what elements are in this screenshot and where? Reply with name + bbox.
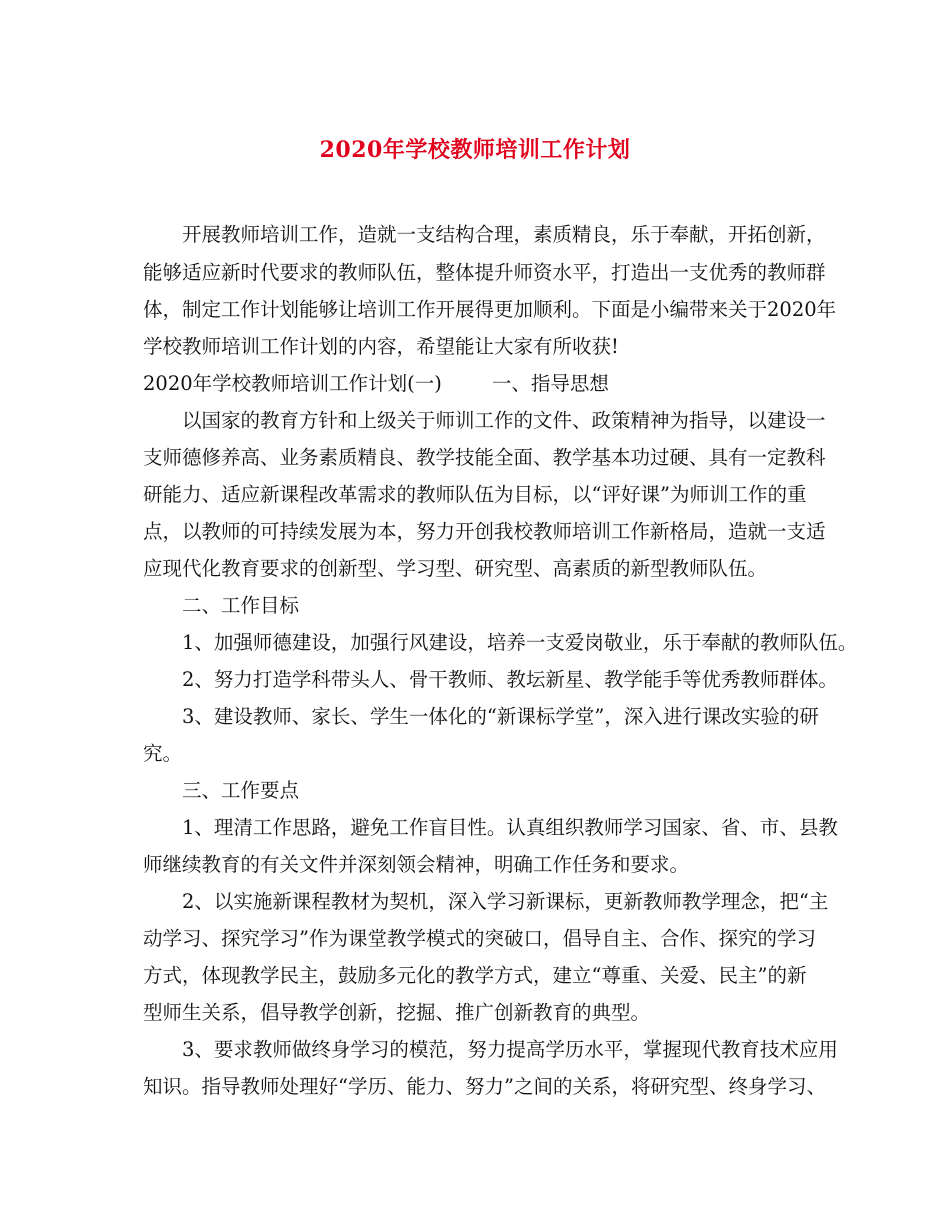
paragraph-line: 能够适应新时代要求的教师队伍，整体提升师资水平，打造出一支优秀的教师群	[143, 261, 826, 284]
paragraph-line: 以国家的教育方针和上级关于师训工作的文件、政策精神为指导，以建设一	[182, 409, 826, 432]
paragraph-line: 开展教师培训工作，造就一支结构合理，素质精良，乐于奉献，开拓创新，	[182, 223, 826, 246]
paragraph-line: 究。	[143, 742, 183, 765]
section-heading: 二、工作目标	[182, 594, 300, 617]
paragraph-line: 动学习、探究学习”作为课堂教学模式的突破口，倡导自主、合作、探究的学习	[143, 927, 816, 950]
paragraph-line: 知识。指导教师处理好“学历、能力、努力”之间的关系，将研究型、终身学习、	[143, 1075, 826, 1098]
paragraph-line: 1、理清工作思路，避免工作盲目性。认真组织教师学习国家、省、市、县教	[182, 816, 838, 839]
section-heading-line	[0, 370, 950, 398]
paragraph-line: 3、要求教师做终身学习的模范，努力提高学历水平，掌握现代教育技术应用	[182, 1038, 838, 1061]
plan-subtitle: 2020年学校教师培训工作计划(一)	[143, 372, 442, 395]
paragraph-line: 应现代化教育要求的创新型、学习型、研究型、高素质的新型教师队伍。	[143, 557, 768, 580]
paragraph-line: 支师德修养高、业务素质精良、教学技能全面、教学基本功过硬、具有一定教科	[143, 446, 826, 469]
paragraph-line: 学校教师培训工作计划的内容，希望能让大家有所收获!	[143, 335, 619, 358]
section-heading: 一、指导思想	[491, 372, 609, 395]
paragraph-line: 3、建设教师、家长、学生一体化的“新课标学堂”，深入进行课改实验的研	[182, 705, 819, 728]
paragraph-line: 师继续教育的有关文件并深刻领会精神，明确工作任务和要求。	[143, 853, 690, 876]
paragraph-line: 方式，体现教学民主，鼓励多元化的教学方式，建立“尊重、关爱、民主”的新	[143, 964, 807, 987]
paragraph-line: 研能力、适应新课程改革需求的教师队伍为目标，以“评好课”为师训工作的重	[143, 483, 807, 506]
paragraph-line: 型师生关系，倡导教学创新，挖掘、推广创新教育的典型。	[143, 1001, 651, 1024]
section-heading: 三、工作要点	[182, 779, 300, 802]
document-title: 2020年学校教师培训工作计划	[319, 137, 631, 163]
paragraph-line: 2、努力打造学科带头人、骨干教师、教坛新星、教学能手等优秀教师群体。	[182, 668, 838, 691]
paragraph-line: 2、以实施新课程教材为契机，深入学习新课标，更新教师教学理念，把“主	[182, 890, 829, 913]
paragraph-line: 体，制定工作计划能够让培训工作开展得更加顺利。下面是小编带来关于2020年	[143, 298, 837, 321]
paragraph-line: 1、加强师德建设，加强行风建设，培养一支爱岗敬业，乐于奉献的教师队伍。	[182, 631, 858, 654]
paragraph-line: 点，以教师的可持续发展为本，努力开创我校教师培训工作新格局，造就一支适	[143, 520, 826, 543]
